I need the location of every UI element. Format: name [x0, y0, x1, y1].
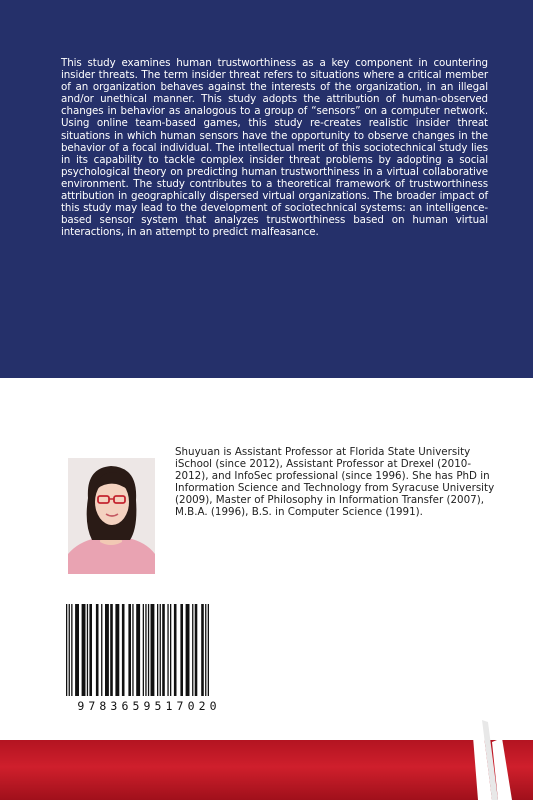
publisher-logo-icon [458, 718, 518, 800]
isbn-number: 9783659517020 [58, 699, 240, 713]
bottom-color-band [0, 740, 533, 800]
top-panel [0, 0, 533, 378]
author-portrait-image [68, 458, 155, 574]
author-bio: Shuyuan is Assistant Professor at Florida State University iSchool (since 2012), Assistant Professor at Drexel (2010-2012), and InfoSec professional (since 1996). She has PhD in Information Science and Technology from Syracuse University (2009), Master of Philosophy in Information Transfer (2007), M.B.A. (1996), B.S. in Computer Science (1991). [175, 446, 495, 519]
author-photo [68, 458, 155, 574]
book-blurb: This study examines human trustworthiness as a key component in countering insider threats. The term insider threat refers to situations where a critical member of an organization behaves against the interests of the organization, in an illegal and/or unethical manner. This study adopts the attribution of human-observed changes in behavior as analogous to a group of “sensors” on a computer network. Using online team-based games, this study re-creates realistic insider threat situations in which human sensors have the opportunity to observe changes in the behavior of a focal individual. The intellectual merit of this sociotechnical study lies in its capability to tackle complex insider threat problems by adopting a social psychological theory on predicting human trustworthiness in a virtual collaborative environment. The study contributes to a theoretical framework of trustworthiness attribution in geographically dispersed virtual organizations. The broader impact of this study may lead to the development of sociotechnical systems: an intelligence-based sensor system that analyzes trustworthiness based on human virtual interactions, in an attempt to predict malfeasance. [61, 57, 488, 239]
